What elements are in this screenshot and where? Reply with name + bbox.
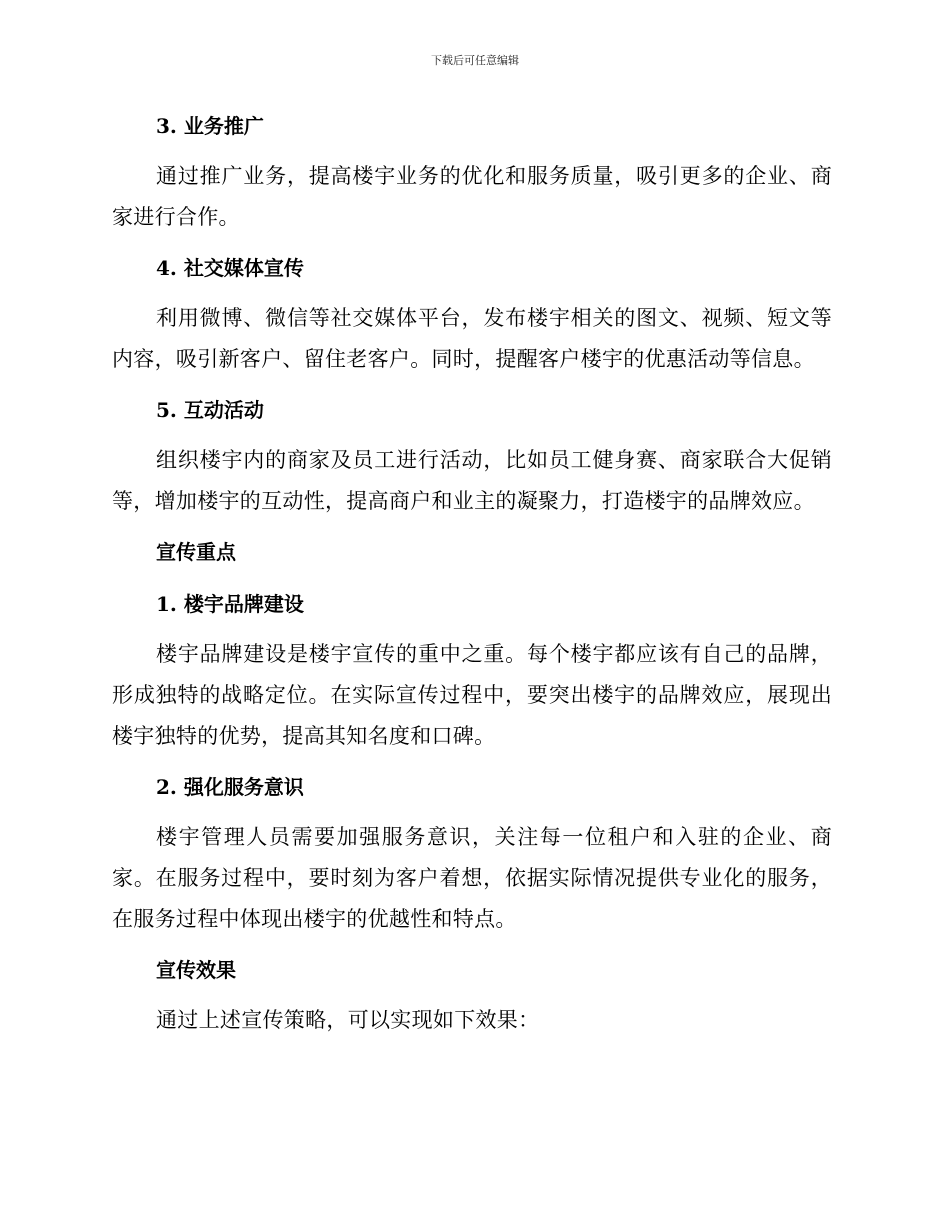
paragraph-interactive-activities: 组织楼宇内的商家及员工进行活动，比如员工健身赛、商家联合大促销等，增加楼宇的互动性，提高商户和业主的凝聚力，打造楼宇的品牌效应。 [112, 448, 832, 513]
section-heading-promotion-effect: 宣传效果 [156, 958, 236, 982]
paragraph-promotion-effect: 通过上述宣传策略，可以实现如下效果： [156, 1008, 540, 1032]
paragraph-brand-building: 楼宇品牌建设是楼宇宣传的重中之重。每个楼宇都应该有自己的品牌，形成独特的战略定位。在实际宣传过程中，要突出楼宇的品牌效应，展现出楼宇独特的优势，提高其知名度和口碑。 [112, 642, 832, 748]
page-header: 下载后可任意编辑 [431, 54, 519, 67]
section-heading-service-awareness: 2. 强化服务意识 [156, 775, 304, 799]
paragraph-service-awareness: 楼宇管理人员需要加强服务意识，关注每一位租户和入驻的企业、商家。在服务过程中，要时刻为客户着想，依据实际情况提供专业化的服务，在服务过程中体现出楼宇的优越性和特点。 [112, 825, 832, 931]
paragraph-business-promotion: 通过推广业务，提高楼宇业务的优化和服务质量，吸引更多的企业、商家进行合作。 [112, 164, 832, 229]
paragraph-social-media: 利用微博、微信等社交媒体平台，发布楼宇相关的图文、视频、短文等内容，吸引新客户、留住老客户。同时，提醒客户楼宇的优惠活动等信息。 [112, 306, 832, 371]
section-heading-business-promotion: 3. 业务推广 [156, 114, 264, 138]
section-heading-social-media: 4. 社交媒体宣传 [156, 256, 304, 280]
section-heading-promotion-focus: 宣传重点 [156, 540, 236, 564]
section-heading-brand-building: 1. 楼宇品牌建设 [156, 592, 304, 616]
section-heading-interactive-activities: 5. 互动活动 [156, 398, 264, 422]
document-body [112, 104, 832, 1049]
